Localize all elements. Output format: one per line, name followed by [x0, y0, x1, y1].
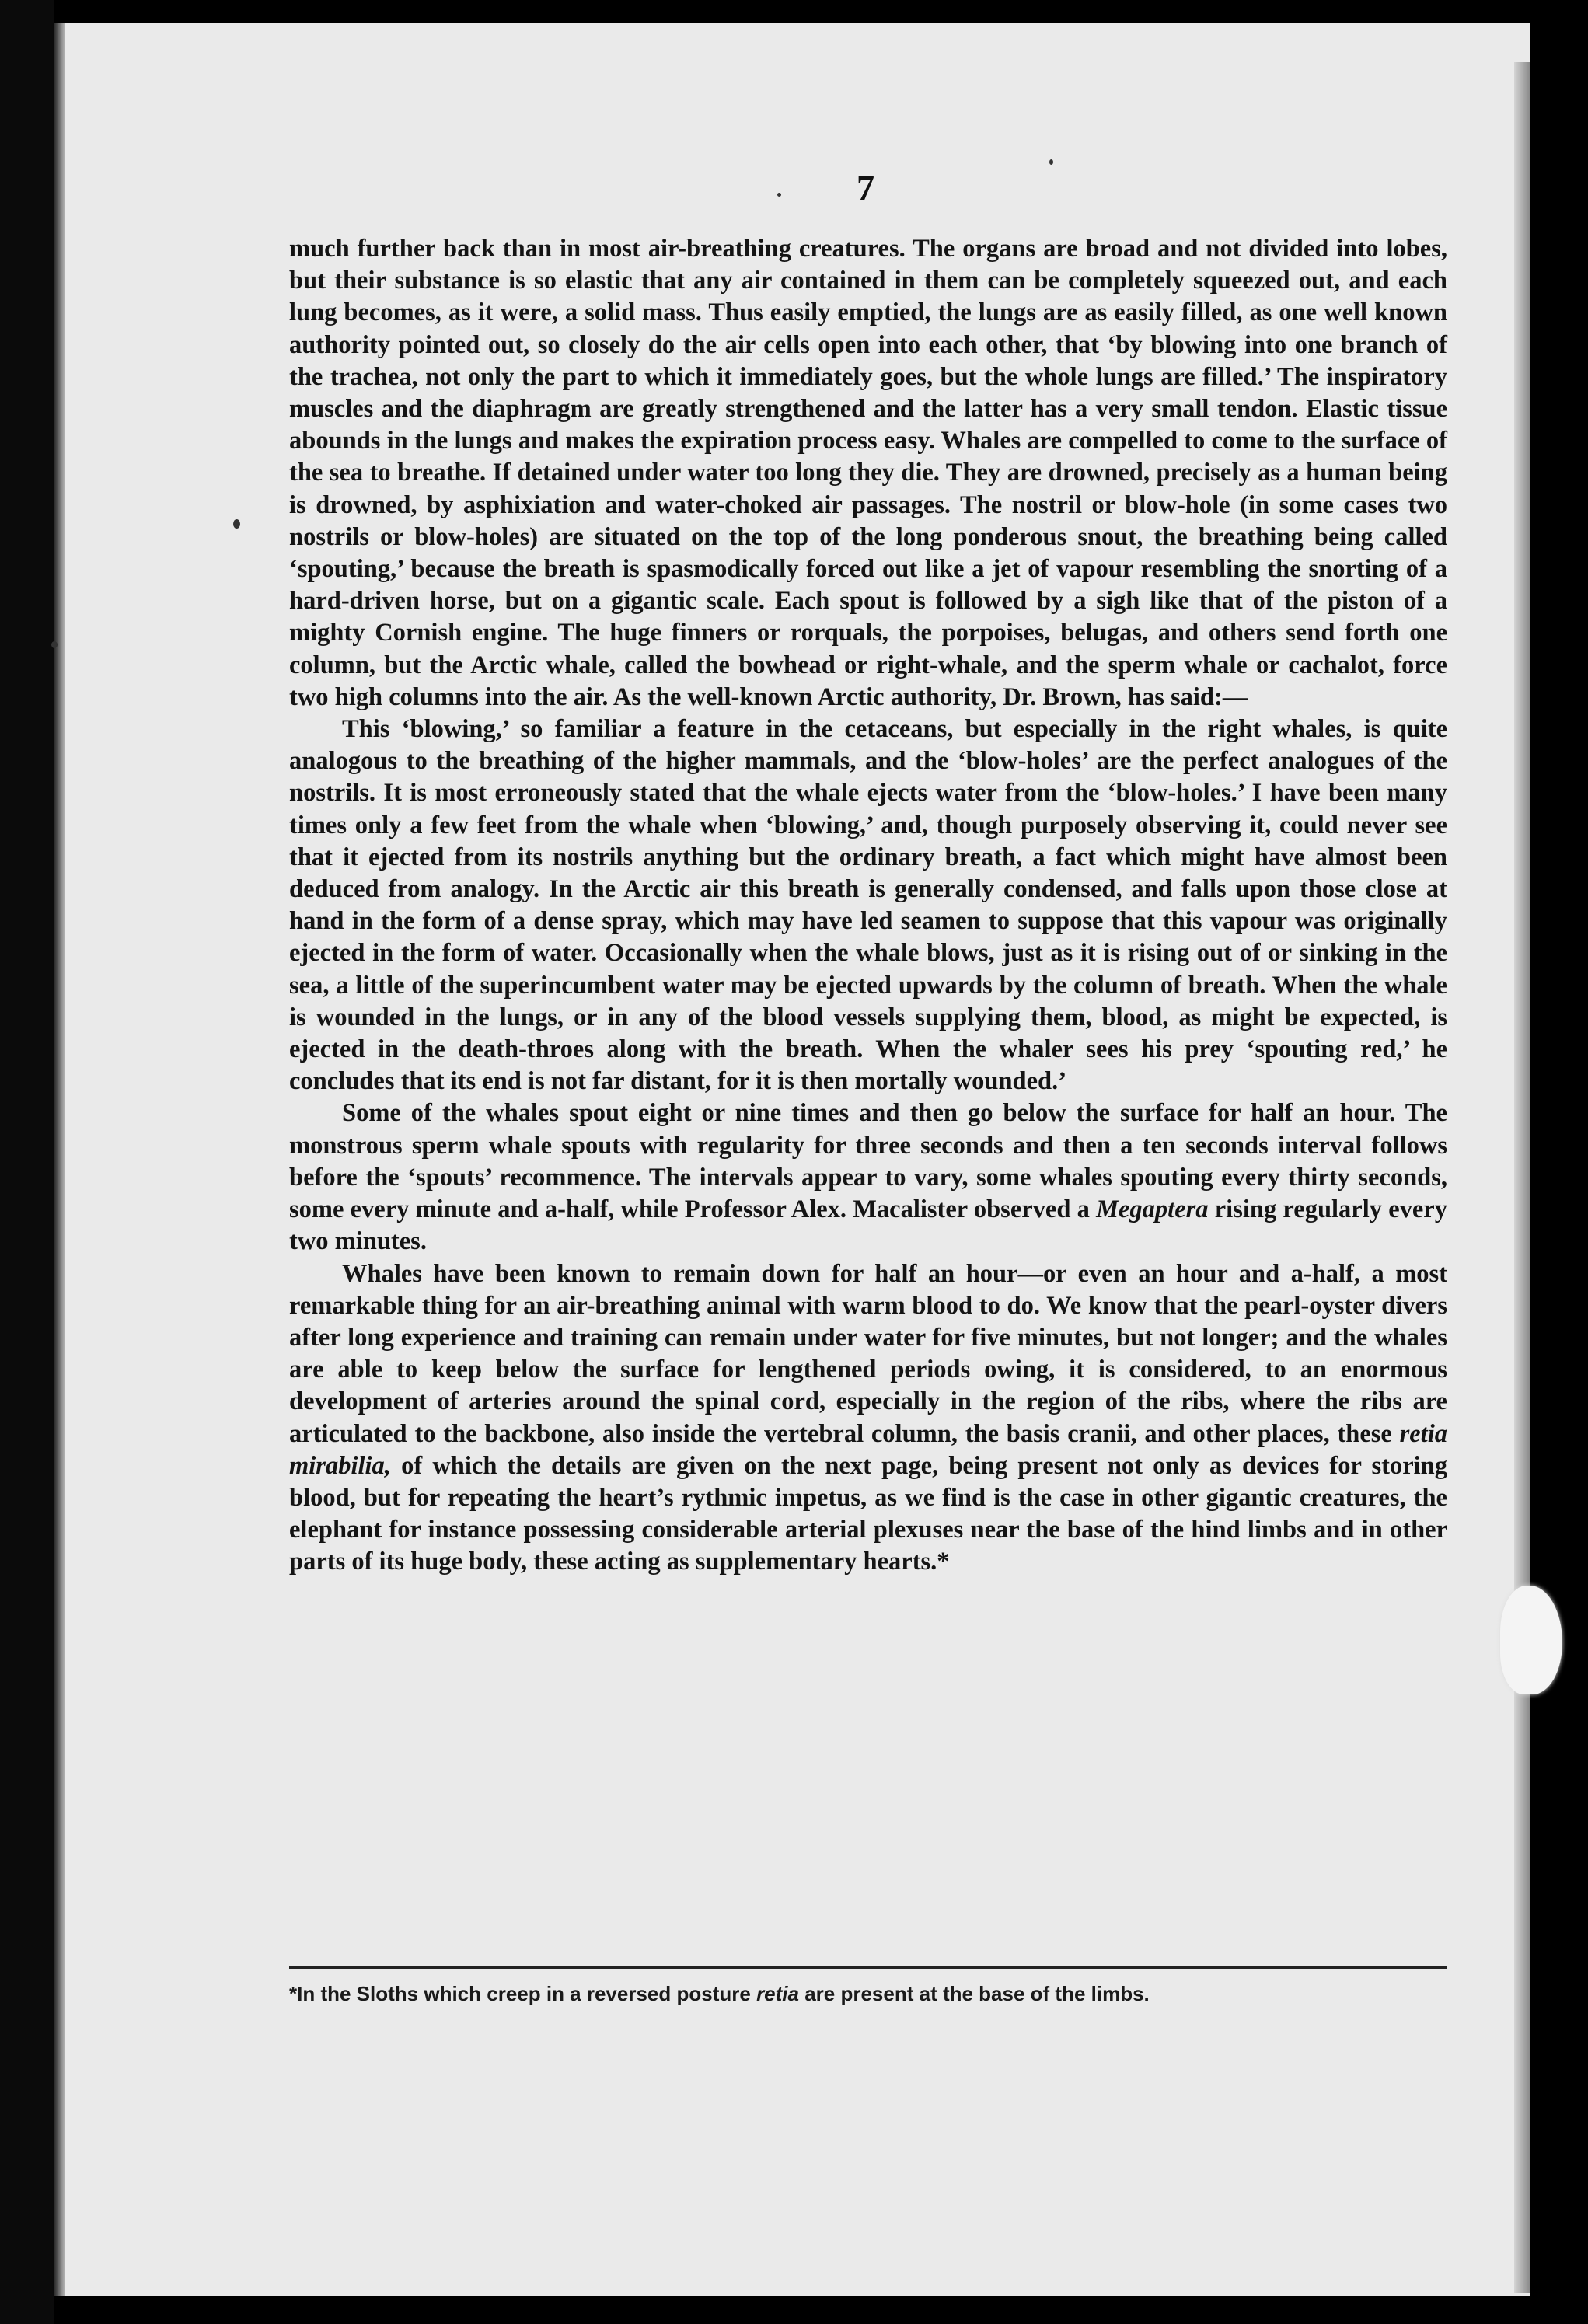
paragraph	[289, 1097, 1447, 1258]
italic-term: retia	[756, 1982, 799, 2005]
paragraph-text: Whales have been known to remain down for half an hour—or even an hour and a-half, a most remarkable thing for an air-breathing animal with warm blood to do. We know that the pearl-oyster divers after long experience and training can remain under water for five minutes, but not longer; and the whales are able to keep below the surface for lengthened periods owing, it is considered, to an enormous development of arteries around the spinal cord, especially in the region of the ribs, where the ribs are articulated to the backbone, also inside the vertebral column, the basis cranii, and other places, these	[289, 1259, 1447, 1448]
paragraph: much further back than in most air-breathing creatures. The organs are broad and not divided into lobes, but their substance is so elastic that any air contained in them can be completely squeezed out, and each lung becomes, as it were, a solid mass. Thus easily emptied, the lungs are as easily filled, as one well known authority pointed out, so closely do the air cells open into each other, that ‘by blowing into one branch of the trachea, not only the part to which it immediately goes, but the whole lungs are filled.’ The inspiratory muscles and the diaphragm are greatly strengthened and the latter has a very small tendon. Elastic tissue abounds in the lungs and makes the expiration process easy. Whales are compelled to come to the surface of the sea to breathe. If detained under water too long they die. They are drowned, precisely as a human being is drowned, by asphixiation and water-choked air passages. The nostril or blow-hole (in some cases two nostrils or blow-holes) are situated on the top of the long ponderous snout, the breathing being called ‘spouting,’ because the breath is spasmodically forced out like a jet of vapour resembling the snorting of a hard-driven horse, but on a gigantic scale. Each spout is followed by a sigh like that of the piston of a mighty Cornish engine. The huge finners or rorquals, the porpoises, belugas, and others send forth one column, but the Arctic whale, called the bowhead or right-whale, and the sperm whale or cachalot, force two high columns into the air. As the well-known Arctic authority, Dr. Brown, has said:—	[289, 235, 1447, 711]
italic-term: Megaptera	[1096, 1195, 1209, 1224]
paragraph	[289, 1258, 1447, 1579]
paragraph-text: rising regularly every two minutes.	[289, 1195, 1447, 1256]
italic-term: retia mirabilia,	[289, 1419, 1447, 1480]
margin-speck	[777, 193, 781, 197]
margin-speck	[1049, 159, 1053, 165]
body-text	[289, 233, 1447, 1579]
paragraph-text: Some of the whales spout eight or nine times and then go below the surface for half an hour. The monstrous sperm whale spouts with regularity for three seconds and then a ten seconds interval follows before the ‘spouts’ recommence. The intervals appear to vary, some whales spouting every thirty seconds, some every minute and a-half, while Professor Alex. Macalister observed a	[289, 1099, 1447, 1224]
paragraph-text: of which the details are given on the next page, being present not only as devices for storing blood, but for repeating the heart’s rythmic impetus, as we find is the case in other gigantic creatures, the elephant for instance possessing considerable arterial plexuses near the base of the hind limbs and in other parts of its huge body, these acting as supplementary hearts.*	[289, 1451, 1447, 1576]
page-number: 7	[857, 168, 874, 208]
page-binding-shadow	[54, 23, 65, 2296]
footnote-divider	[289, 1966, 1447, 1969]
page-edge-shadow	[1514, 62, 1530, 2293]
paper-tear-mark	[1500, 1586, 1562, 1694]
footnote	[289, 1980, 1447, 2007]
footnote-text: *In the Sloths which creep in a reversed posture	[289, 1982, 757, 2005]
margin-speck	[51, 641, 58, 648]
quoted-paragraph: This ‘blowing,’ so familiar a feature in the cetaceans, but especially in the right whales, is quite analogous to the breathing of the higher mammals, and the ‘blow-holes’ are the perfect analogues of the nostrils. It is most erroneously stated that the whale ejects water from the ‘blow-holes.’ I have been many times only a few feet from the whale when ‘blowing,’ and, though purposely observing it, could never see that it ejected from its nostrils anything but the ordinary breath, a fact which might have almost been deduced from analogy. In the Arctic air this breath is generally condensed, and falls upon those close at hand in the form of a dense spray, which may have led seamen to suppose that this vapour was originally ejected in the form of water. Occasionally when the whale blows, just as it is rising out of or sinking in the sea, a little of the superincumbent water may be ejected upwards by the column of breath. When the whale is wounded in the lungs, or in any of the blood vessels supplying them, blood, as might be expected, is ejected in the death-throes along with the breath. When the whaler sees his prey ‘spouting red,’ he concludes that its end is not far distant, for it is then mortally wounded.’	[289, 715, 1447, 1096]
margin-speck	[233, 519, 240, 529]
footnote-text: are present at the base of the limbs.	[798, 1982, 1150, 2005]
scan-border-left	[0, 0, 54, 2324]
